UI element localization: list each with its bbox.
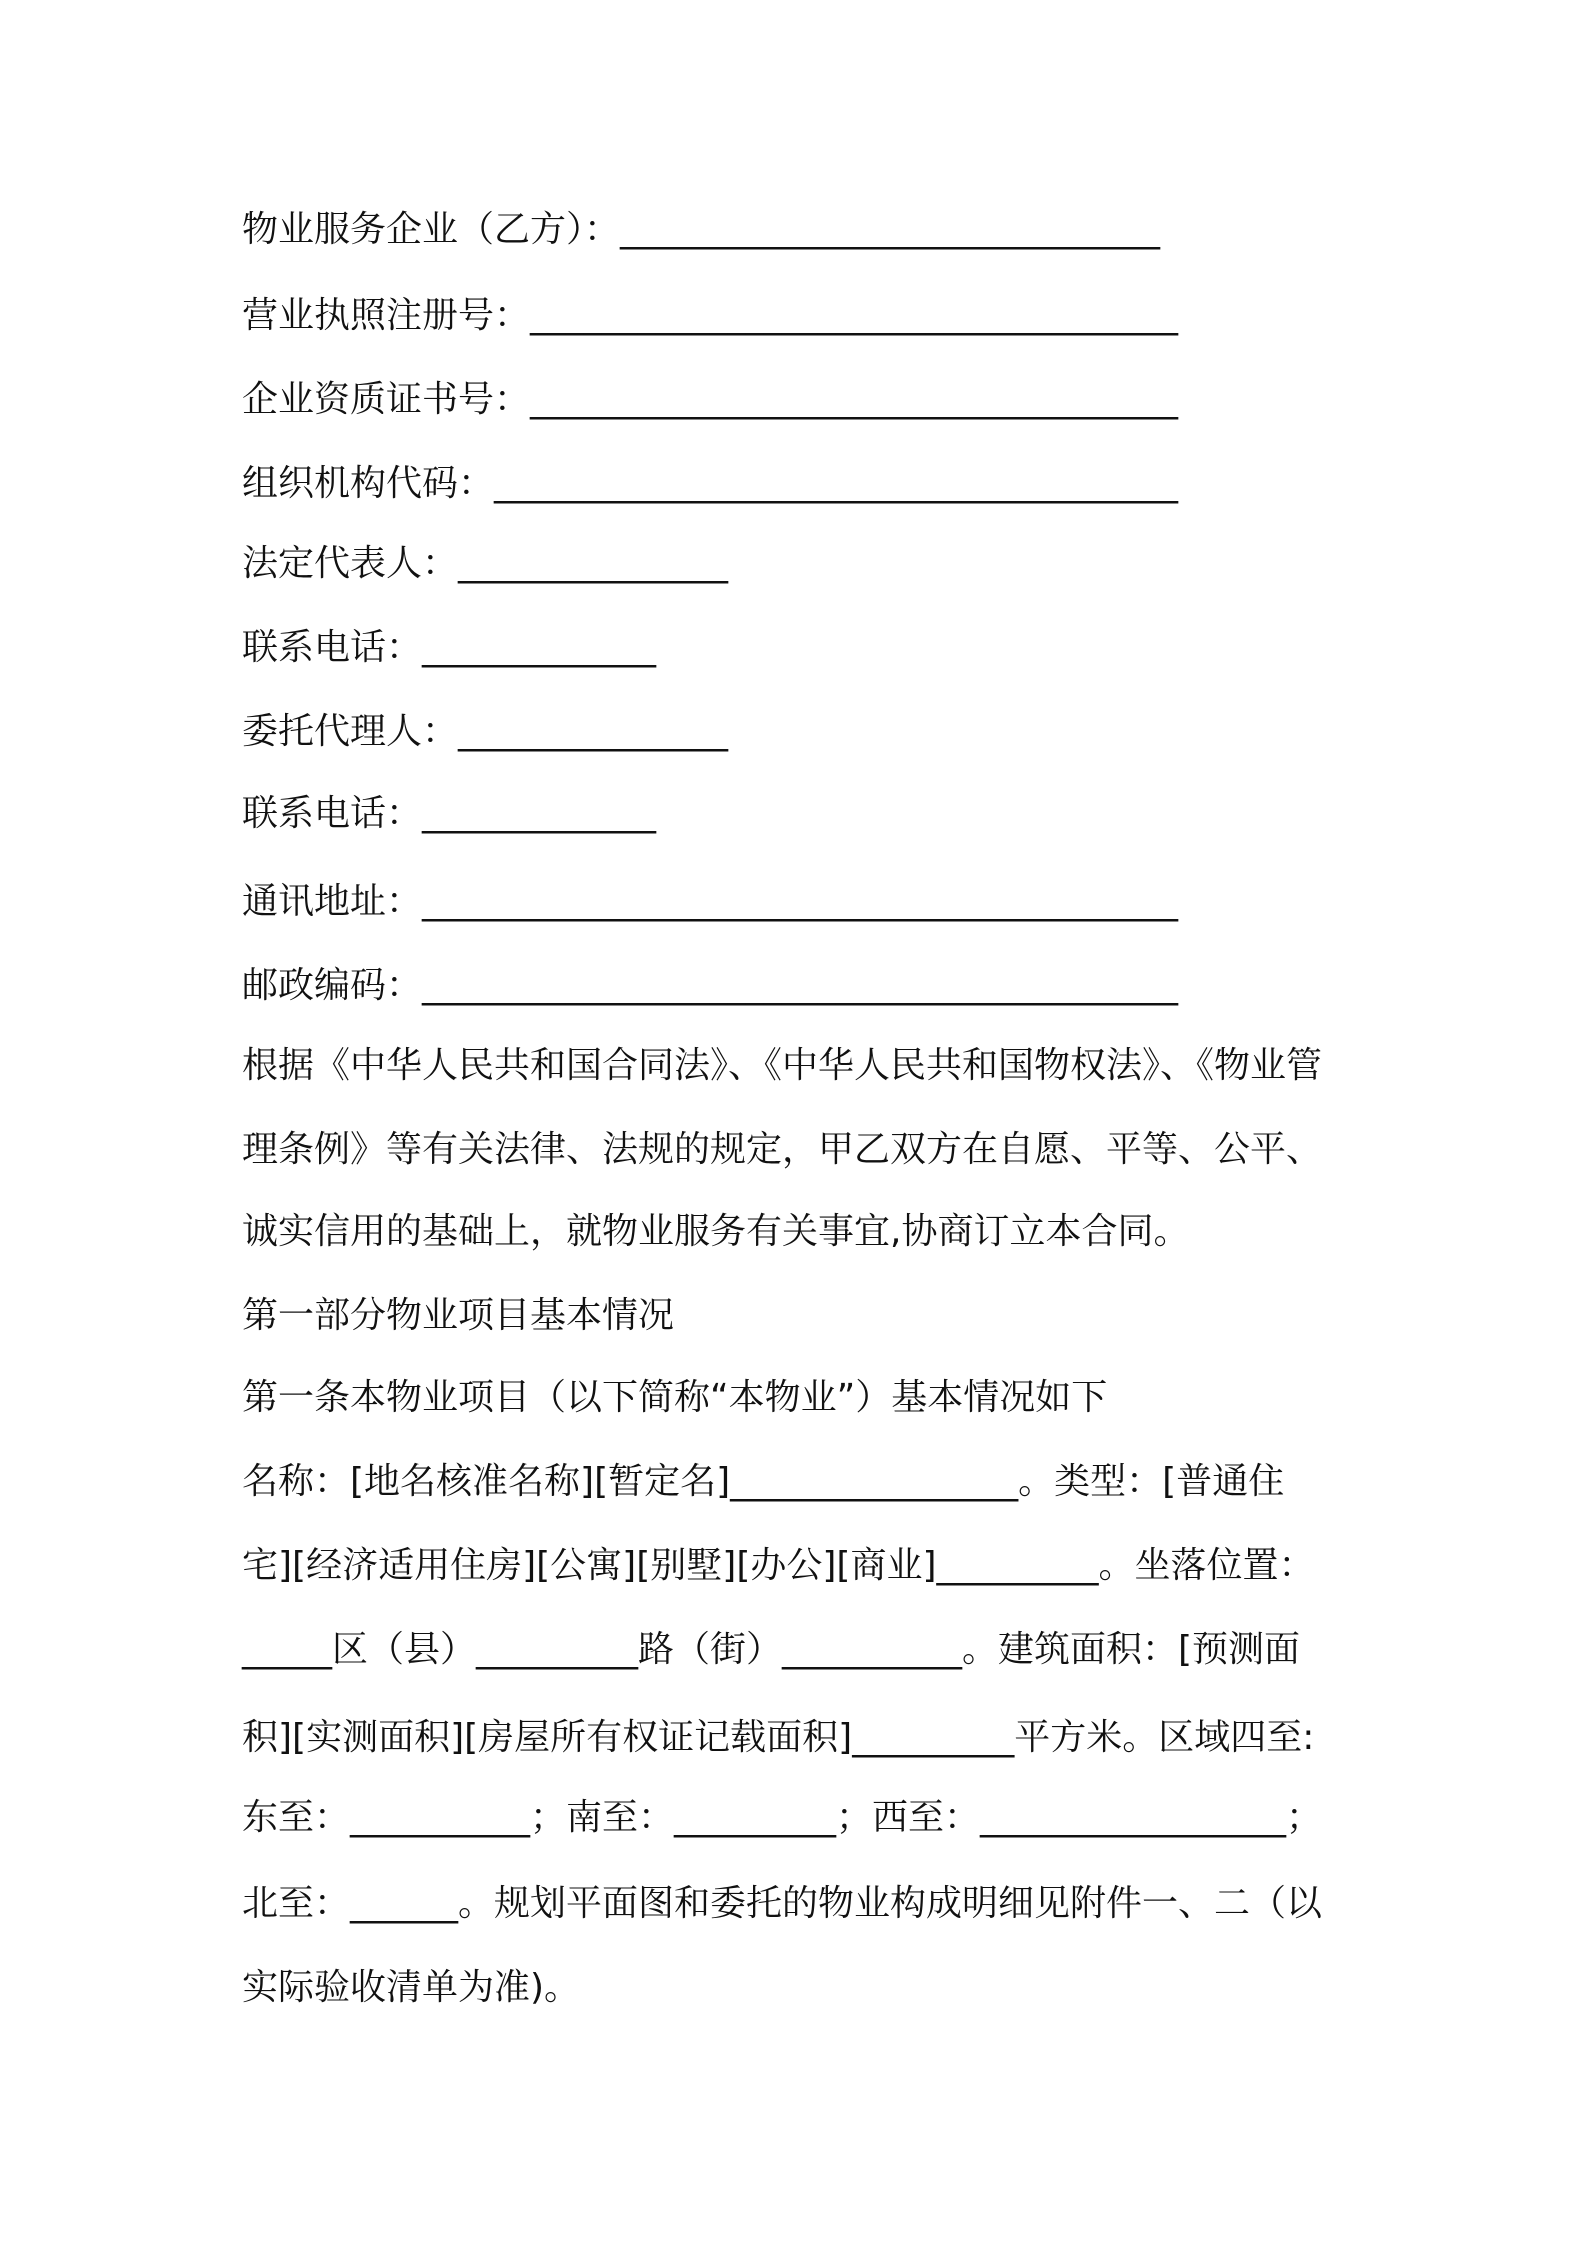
details-line: 北至：______。规划平面图和委托的物业构成明细见附件一、二（以 <box>242 1883 1323 1924</box>
details-line: _____区（县）_________路（街）__________。建筑面积：[预测面 <box>242 1629 1301 1670</box>
field-authorized-agent: 委托代理人：_______________ <box>242 711 729 752</box>
field-postal-code: 邮政编码：__________________________________________ <box>242 965 1179 1006</box>
article-heading: 第一条本物业项目（以下简称“本物业”）基本情况如下 <box>242 1377 1108 1418</box>
field-legal-representative: 法定代表人：_______________ <box>242 543 729 584</box>
preamble-line: 诚实信用的基础上，就物业服务有关事宜,协商订立本合同。 <box>242 1211 1190 1252</box>
field-mailing-address: 通讯地址：__________________________________________ <box>242 881 1179 922</box>
preamble-line: 根据《中华人民共和国合同法》、《中华人民共和国物权法》、《物业管 <box>242 1045 1323 1086</box>
field-qualification-cert-no: 企业资质证书号：____________________________________ <box>242 379 1179 420</box>
details-line: 积][实测面积][房屋所有权证记载面积]_________平方米。区域四至: <box>242 1717 1315 1758</box>
field-organization-code: 组织机构代码：______________________________________ <box>242 463 1179 504</box>
part-heading: 第一部分物业项目基本情况 <box>242 1295 675 1336</box>
field-provider-name: 物业服务企业（乙方）：______________________________ <box>242 209 1161 250</box>
field-phone-2: 联系电话：_____________ <box>242 793 657 834</box>
details-line: 实际验收清单为准)。 <box>242 1967 581 2008</box>
field-phone-1: 联系电话：_____________ <box>242 627 657 668</box>
details-line: 宅][经济适用住房][公寓][别墅][办公][商业]_________。坐落位置： <box>242 1545 1315 1586</box>
details-line: 东至：__________；南至：_________；西至：_________________； <box>242 1797 1323 1838</box>
details-line: 名称：[地名核准名称][暂定名]________________。类型：[普通住 <box>242 1461 1285 1502</box>
field-business-license-no: 营业执照注册号：____________________________________ <box>242 295 1179 336</box>
preamble-line: 理条例》等有关法律、法规的规定，甲乙双方在自愿、平等、公平、 <box>242 1129 1323 1170</box>
